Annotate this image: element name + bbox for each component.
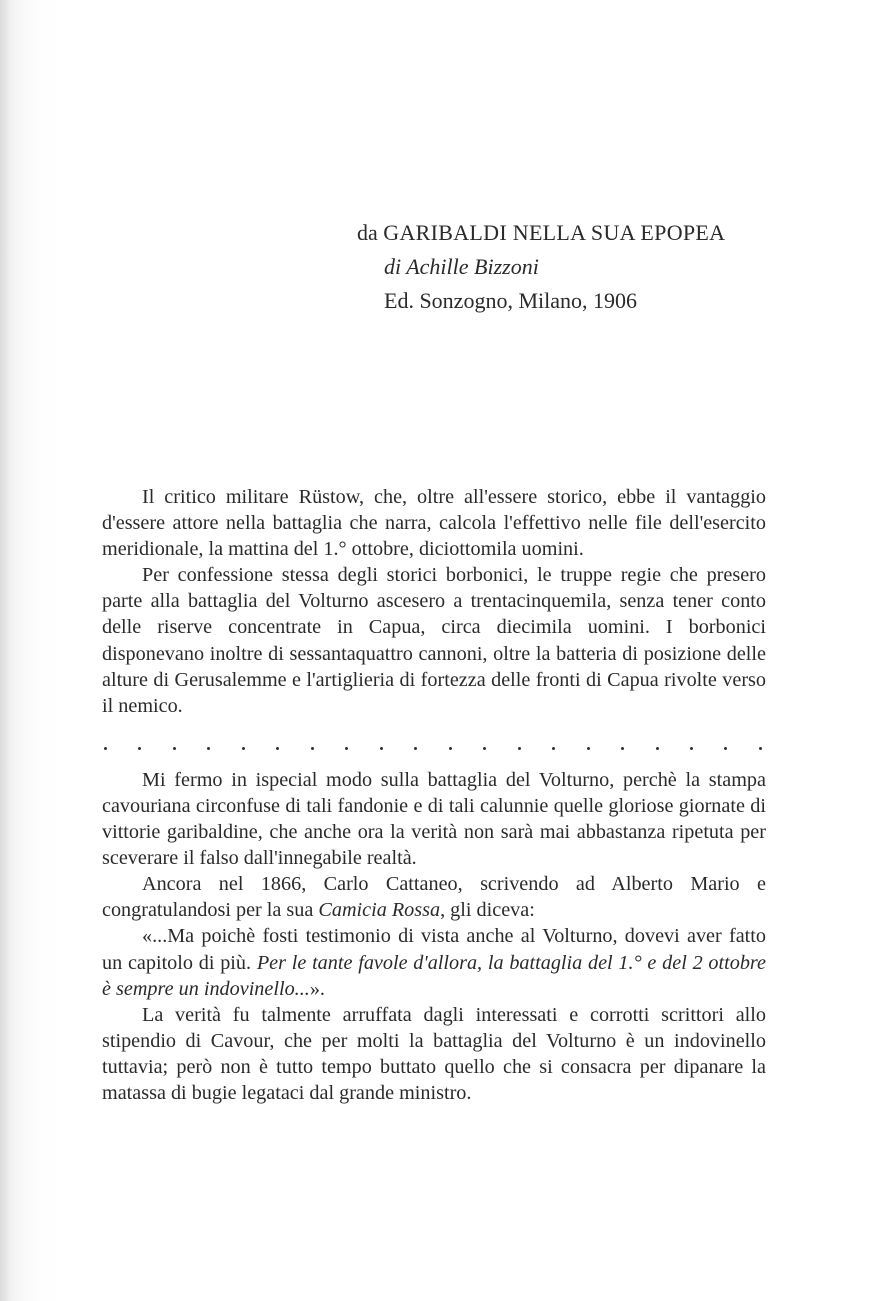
paragraph-5-quote — [102, 923, 766, 1001]
citation-prefix: da — [357, 220, 378, 245]
paragraph-4 — [102, 871, 766, 923]
separator-dot — [104, 747, 107, 750]
body-text — [102, 484, 766, 1106]
separator-dot — [173, 747, 176, 750]
paragraph-3: Mi fermo in ispecial modo sulla battaglia del Volturno, perchè la stampa cavouriana circonfuse di tali fandonie e di tali calunnie quelle gloriose giornate di vittorie garibaldine, che anche ora la verità non sarà mai abbastanza ripetuta per sceverare il falso dall'innegabile realtà. — [102, 768, 766, 870]
paragraph-4-text-a: Ancora nel 1866, Carlo Cattaneo, scrivendo ad Alberto Mario e congratulandosi per la sua — [102, 873, 766, 922]
citation-title-line — [357, 216, 797, 250]
separator-dot — [207, 747, 210, 750]
separator-dot — [414, 747, 417, 750]
paragraph-6: La verità fu talmente arruffata dagli interessati e corrotti scrittori allo stipendio di Cavour, che per molti la battaglia del Volturno è un indovinello tuttavia; però non è tutto tempo buttato quello che si consacra per dipanare la matassa di bugie legataci dal grande ministro. — [102, 1003, 766, 1104]
separator-dot — [552, 747, 555, 750]
separator-dot — [587, 747, 590, 750]
separator-dot — [138, 747, 141, 750]
separator-dot — [242, 747, 245, 750]
paragraph-4-italic-title: Camicia Rossa — [318, 899, 441, 922]
separator-dot — [345, 747, 348, 750]
separator-dot — [483, 747, 486, 750]
separator-dot — [724, 747, 727, 750]
quote-close: ». — [309, 977, 325, 1000]
page-gutter-shadow — [0, 0, 10, 1301]
book-title: GARIBALDI NELLA SUA EPOPEA — [383, 220, 726, 245]
quote-text-a: «...Ma poichè fosti testimonio di vista anche al Volturno, dovevi aver fatto un capitolo di più. — [102, 925, 766, 974]
separator-dot — [518, 747, 521, 750]
book-publisher: Ed. Sonzogno, Milano, 1906 — [384, 288, 637, 313]
quote-italic: Per le tante favole d'allora, la battaglia del 1.° e del 2 ottobre è sempre un indovinello... — [102, 951, 766, 1000]
paragraph-1: Il critico militare Rüstow, che, oltre all'essere storico, ebbe il vantaggio d'essere attore nella battaglia che narra, calcola l'effettivo nelle file dell'esercito meridionale, la mattina del 1.° ottobre, diciottomila uomini. — [102, 486, 766, 561]
book-author: di Achille Bizzoni — [384, 254, 539, 279]
separator-dot — [311, 747, 314, 750]
separator-dot — [656, 747, 659, 750]
separator-dot — [759, 747, 762, 750]
source-citation — [357, 216, 797, 318]
separator-dot — [449, 747, 452, 750]
paragraph-2: Per confessione stessa degli storici borbonici, le truppe regie che presero parte alla battaglia del Volturno ascesero a trentacinquemila, senza tener conto delle riserve concentrate in Capua, circa diecimila uomini. I borbonici disponevano inoltre di sessantaquattro cannoni, oltre la batteria di posizione delle alture di Gerusalemme e l'artiglieria di fortezza delle fronti di Capua rivolte verso il nemico. — [102, 564, 766, 717]
separator-dot — [621, 747, 624, 750]
separator-dot — [276, 747, 279, 750]
separator-dot — [690, 747, 693, 750]
separator-dot — [380, 747, 383, 750]
section-separator-dots — [102, 733, 766, 759]
paragraph-4-text-b: , gli diceva: — [440, 899, 535, 922]
